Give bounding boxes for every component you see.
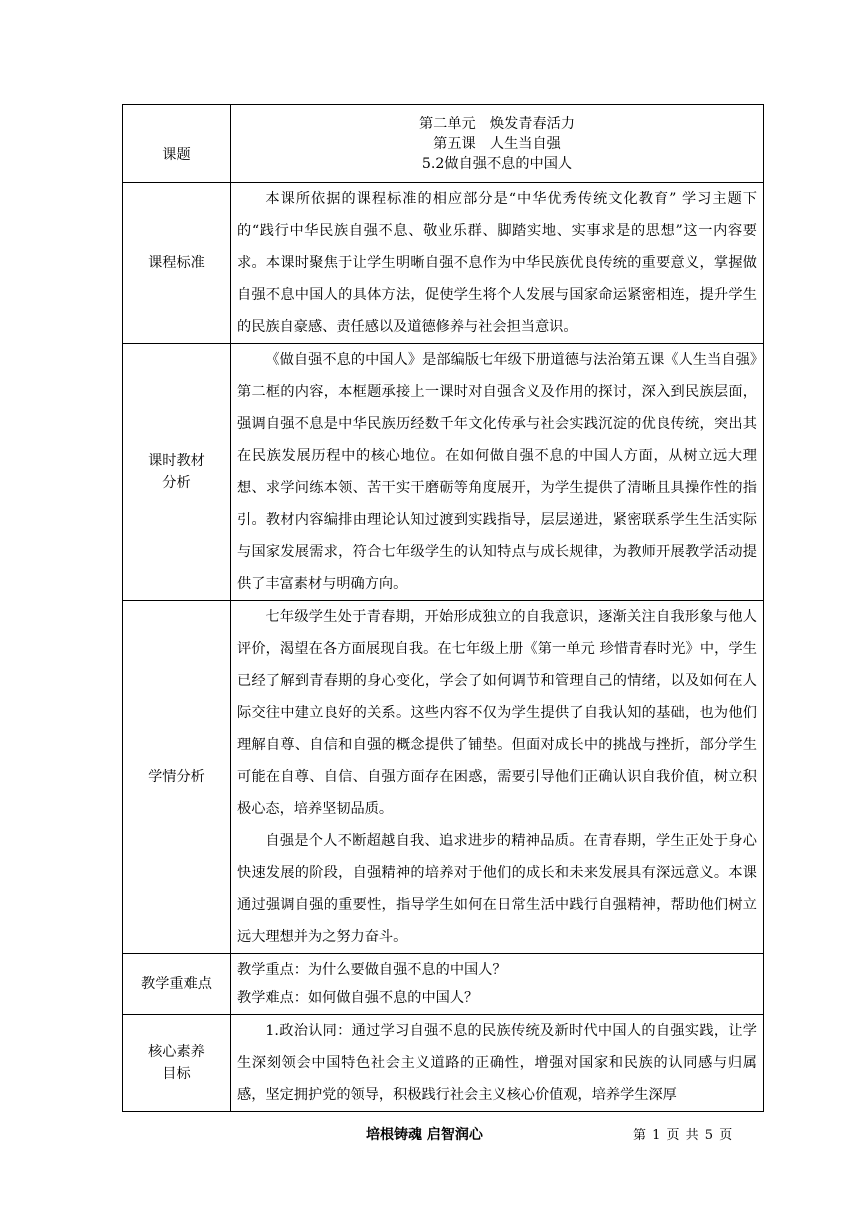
unit-title: 第二单元 焕发青春活力 xyxy=(418,115,576,132)
row-students xyxy=(123,601,764,954)
page-footer xyxy=(0,1122,860,1146)
curriculum-content xyxy=(231,183,764,344)
keypoints-content xyxy=(231,954,764,1015)
literacy-content xyxy=(231,1015,764,1112)
label-literacy: 核心素养 目标 xyxy=(123,1015,231,1112)
paragraph: 本课所依据的课程标准的相应部分是“中华优秀传统文化教育” 学习主题下的“践行中华民族自强不息、敬业乐群、脚踏实地、实事求是的思想”这一内容要求。本课时聚焦于让学生明晰自强不息作为中华民族优良传统的重要意义，掌握做自强不息中国人的具体方法，促使学生将个人发展与国家命运紧密相连，提升学生的民族自豪感、责任感以及道德修养与社会担当意识。 xyxy=(237,191,757,335)
row-keypoints xyxy=(123,954,764,1015)
label-curriculum: 课程标准 xyxy=(123,183,231,344)
row-literacy xyxy=(123,1015,764,1112)
row-title xyxy=(123,105,764,183)
paragraph: 七年级学生处于青春期，开始形成独立的自我意识，逐渐关注自我形象与他人评价，渴望在各方面展现自我。在七年级上册《第一单元 珍惜青春时光》中，学生已经了解到青春期的身心变化，学会了如何调节和管理自己的情绪，以及如何在人际交往中建立良好的关系。这些内容不仅为学生提供了自我认知的基础，也为他们理解自尊、自信和自强的概念提供了铺垫。但面对成长中的挑战与挫折，部分学生可能在自尊、自信、自强方面存在困惑，需要引导他们正确认识自我价值，树立积极心态，培养坚韧品质。 xyxy=(237,609,757,817)
section-title: 5.2做自强不息的中国人 xyxy=(421,155,573,172)
paragraph: 自强是个人不断超越自我、追求进步的精神品质。在青春期，学生正处于身心快速发展的阶段，自强精神的培养对于他们的成长和未来发展具有深远意义。本课通过强调自强的重要性，指导学生如何在日常生活中践行自强精神，帮助他们树立远大理想并为之努力奋斗。 xyxy=(237,833,757,945)
lesson-name: 第五课 人生当自强 xyxy=(433,135,561,152)
lesson-plan-table xyxy=(122,104,764,1112)
row-material xyxy=(123,344,764,601)
teaching-focus: 教学重点：为什么要做自强不息的中国人？ xyxy=(237,962,507,978)
label-students: 学情分析 xyxy=(123,601,231,954)
students-content xyxy=(231,601,764,954)
footer-motto: 培根铸魂 启智润心 xyxy=(366,1127,483,1143)
label-material: 课时教材 分析 xyxy=(123,344,231,601)
label-keypoints: 教学重难点 xyxy=(123,954,231,1015)
paragraph: 1.政治认同：通过学习自强不息的民族传统及新时代中国人的自强实践，让学生深刻领会中国特色社会主义道路的正确性，增强对国家和民族的认同感与归属感，坚定拥护党的领导，积极践行社会主义核心价值观，培养学生深厚 xyxy=(237,1023,757,1103)
page-number: 第 1 页 共 5 页 xyxy=(633,1128,734,1143)
lesson-title xyxy=(231,105,764,183)
material-content xyxy=(231,344,764,601)
row-curriculum xyxy=(123,183,764,344)
paragraph: 《做自强不息的中国人》是部编版七年级下册道德与法治第五课《人生当自强》第二框的内容，本框题承接上一课时对自强含义及作用的探讨，深入到民族层面，强调自强不息是中华民族历经数千年文化传承与社会实践沉淀的优良传统，突出其在民族发展历程中的核心地位。在如何做自强不息的中国人方面，从树立远大理想、求学问练本领、苦干实干磨砺等角度展开，为学生提供了清晰且具操作性的指引。教材内容编排由理论认知过渡到实践指导，层层递进，紧密联系学生生活实际与国家发展需求，符合七年级学生的认知特点与成长规律，为教师开展教学活动提供了丰富素材与明确方向。 xyxy=(237,352,757,592)
teaching-difficulty: 教学难点：如何做自强不息的中国人？ xyxy=(237,990,479,1006)
label-title: 课题 xyxy=(123,105,231,183)
